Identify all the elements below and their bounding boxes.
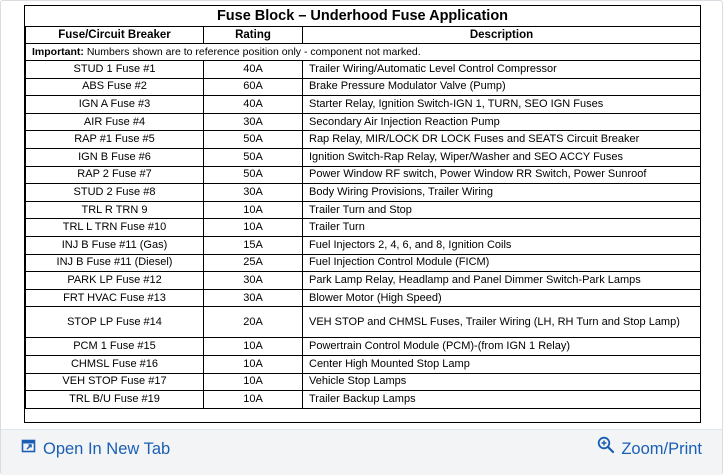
header-rating: Rating [204,27,303,44]
fuse-cell: RAP #1 Fuse #5 [26,131,204,149]
header-description: Description [303,27,701,44]
fuse-cell: TRL R TRN 9 [26,201,204,219]
table-row [26,355,701,373]
table-row [26,219,701,237]
open-in-new-tab-icon [21,430,37,468]
description-cell: Brake Pressure Modulator Valve (Pump) [303,78,701,96]
table-row [26,61,701,79]
fuse-cell: FRT HVAC Fuse #13 [26,289,204,307]
fuse-cell: ABS Fuse #2 [26,78,204,96]
rating-cell: 40A [204,61,303,79]
table-row [26,148,701,166]
table-row [26,373,701,391]
description-cell: Fuel Injection Control Module (FICM) [303,254,701,272]
rating-cell: 40A [204,96,303,114]
description-cell: Powertrain Control Module (PCM)-(from IGN 1 Relay) [303,338,701,356]
zoom-print-link[interactable] [597,430,702,468]
description-cell: Trailer Turn [303,219,701,237]
fuse-cell: TRL L TRN Fuse #10 [26,219,204,237]
table-row [26,272,701,290]
rating-cell: 15A [204,236,303,254]
table-row [26,184,701,202]
fuse-table [25,26,701,409]
description-cell: Trailer Wiring/Automatic Level Control Compressor [303,61,701,79]
fuse-cell: STUD 1 Fuse #1 [26,61,204,79]
rating-cell: 50A [204,166,303,184]
rating-cell: 30A [204,184,303,202]
zoom-print-label: Zoom/Print [621,440,702,458]
rating-cell: 20A [204,307,303,338]
fuse-cell: VEH STOP Fuse #17 [26,373,204,391]
rating-cell: 10A [204,373,303,391]
table-header-row [26,27,701,44]
fuse-cell: STUD 2 Fuse #8 [26,184,204,202]
rating-cell: 10A [204,338,303,356]
fuse-cell: INJ B Fuse #11 (Diesel) [26,254,204,272]
important-note [26,44,701,61]
fuse-cell: PARK LP Fuse #12 [26,272,204,290]
fuse-cell: INJ B Fuse #11 (Gas) [26,236,204,254]
zoom-in-icon [597,430,615,468]
rating-cell: 50A [204,131,303,149]
table-row [26,236,701,254]
description-cell: Body Wiring Provisions, Trailer Wiring [303,184,701,202]
fuse-cell: RAP 2 Fuse #7 [26,166,204,184]
note-text: Numbers shown are to reference position only - component not marked. [83,46,421,58]
rating-cell: 50A [204,148,303,166]
table-row [26,131,701,149]
description-cell: Blower Motor (High Speed) [303,289,701,307]
rating-cell: 10A [204,219,303,237]
note-row [26,44,701,61]
table-row [26,201,701,219]
fuse-cell: AIR Fuse #4 [26,113,204,131]
description-cell: Vehicle Stop Lamps [303,373,701,391]
description-cell: Secondary Air Injection Reaction Pump [303,113,701,131]
table-row [26,307,701,338]
description-cell: Power Window RF switch, Power Window RR Switch, Power Sunroof [303,166,701,184]
description-cell: Ignition Switch-Rap Relay, Wiper/Washer and SEO ACCY Fuses [303,148,701,166]
fuse-cell: STOP LP Fuse #14 [26,307,204,338]
rating-cell: 60A [204,78,303,96]
viewer-footer [1,429,722,475]
fuse-cell: PCM 1 Fuse #15 [26,338,204,356]
table-row [26,254,701,272]
rating-cell: 30A [204,289,303,307]
table-row [26,338,701,356]
table-row [26,289,701,307]
description-cell: Starter Relay, Ignition Switch-IGN 1, TURN, SEO IGN Fuses [303,96,701,114]
table-row [26,391,701,409]
document-title: Fuse Block – Underhood Fuse Application [216,8,509,24]
description-cell: Trailer Turn and Stop [303,201,701,219]
table-row [26,166,701,184]
description-cell: Trailer Backup Lamps [303,391,701,409]
rating-cell: 10A [204,201,303,219]
rating-cell: 30A [204,113,303,131]
rating-cell: 10A [204,355,303,373]
rating-cell: 30A [204,272,303,290]
table-row [26,96,701,114]
fuse-cell: IGN B Fuse #6 [26,148,204,166]
open-in-new-tab-label: Open In New Tab [43,440,171,458]
description-cell: Fuel Injectors 2, 4, 6, and 8, Ignition Coils [303,236,701,254]
open-in-new-tab-link[interactable] [21,430,170,468]
fuse-cell: TRL B/U Fuse #19 [26,391,204,409]
rating-cell: 10A [204,391,303,409]
rating-cell: 25A [204,254,303,272]
note-label: Important: [32,46,84,58]
description-cell: Center High Mounted Stop Lamp [303,355,701,373]
description-cell: Park Lamp Relay, Headlamp and Panel Dimmer Switch-Park Lamps [303,272,701,290]
fuse-document [25,6,700,421]
table-row [26,113,701,131]
header-fuse: Fuse/Circuit Breaker [26,27,204,44]
fuse-cell: IGN A Fuse #3 [26,96,204,114]
description-cell: Rap Relay, MIR/LOCK DR LOCK Fuses and SEATS Circuit Breaker [303,131,701,149]
fuse-cell: CHMSL Fuse #16 [26,355,204,373]
table-row [26,78,701,96]
description-cell: VEH STOP and CHMSL Fuses, Trailer Wiring (LH, RH Turn and Stop Lamp) [303,307,701,338]
